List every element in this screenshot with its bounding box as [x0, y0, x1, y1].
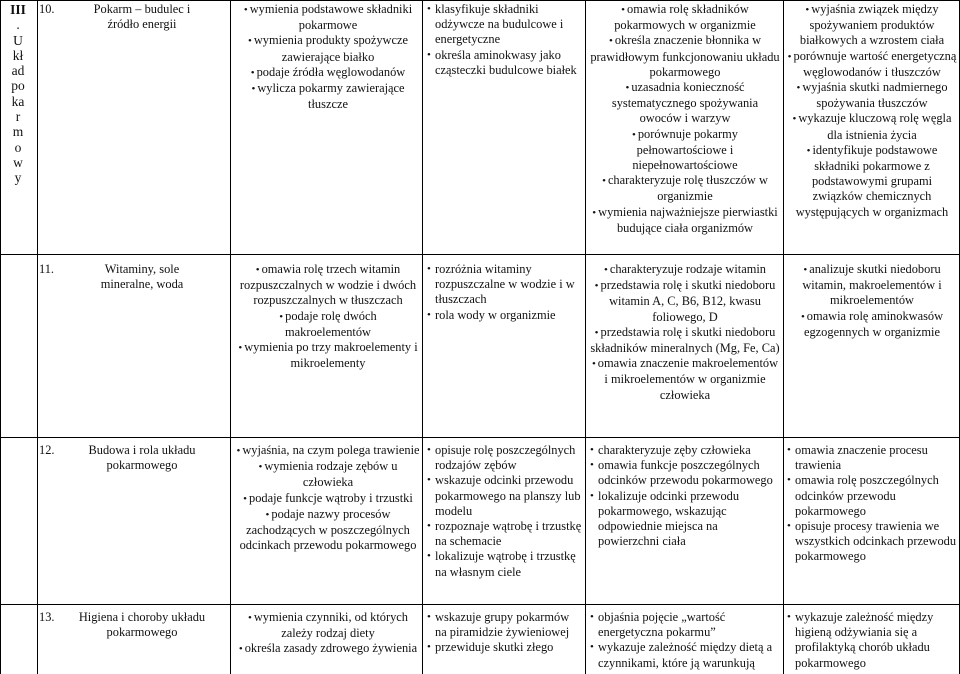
- list-item: • wykazuje zależność między dietą a czynnikami, które ją warunkują: [590, 640, 780, 670]
- section-char: po: [11, 78, 25, 94]
- section-char: U: [13, 32, 23, 48]
- list-item: • omawia znaczenie makroelementów i mikroelementów w organizmie człowieka: [590, 356, 780, 403]
- list-item: • identyfikuje podstawowe składniki pokarmowe z podstawowymi grupami związków chemicznych występujących w organizmach: [787, 143, 957, 220]
- row-topic: Budowa i rola układu pokarmowego: [88, 443, 196, 473]
- list-item: • określa znaczenie błonnika w prawidłowym funkcjonowaniu układu pokarmowego: [590, 33, 780, 80]
- section-char: r: [15, 109, 21, 125]
- list-item: • rozróżnia witaminy rozpuszczalne w wodzie i w tłuszczach: [427, 262, 582, 308]
- row-number: 11.: [39, 262, 55, 276]
- row-topic: Pokarm – budulec i źródło energii: [93, 2, 191, 32]
- list-item: • opisuje procesy trawienia we wszystkich odcinkach przewodu pokarmowego: [787, 519, 957, 565]
- section-label: [3, 2, 33, 186]
- section-char: kł: [12, 47, 24, 63]
- table-row: [38, 1, 230, 253]
- section-char: o: [14, 139, 22, 155]
- list-item: • podaje funkcje wątroby i trzustki: [236, 491, 420, 507]
- list-item: • wymienia najważniejsze pierwiastki budujące ciała organizmów: [590, 205, 780, 236]
- list-item: • wylicza pokarmy zawierające tłuszcze: [236, 81, 420, 112]
- list-item: • określa aminokwasy jako cząsteczki budulcowe białek: [427, 48, 582, 78]
- table-row: [38, 606, 230, 674]
- section-char: III: [10, 2, 26, 17]
- requirements-cell: [590, 610, 780, 674]
- requirements-cell: [236, 443, 420, 553]
- section-char: m: [12, 124, 24, 140]
- list-item: • omawia rolę poszczególnych odcinków przewodu pokarmowego: [787, 473, 957, 519]
- requirements-cell: [787, 2, 957, 220]
- requirements-cell: [787, 610, 957, 674]
- list-item: • wymienia rodzaje zębów u człowieka: [236, 459, 420, 490]
- list-item: • wymienia po trzy makroelementy i mikroelementy: [236, 340, 420, 371]
- table-row: [38, 256, 230, 436]
- requirements-cell: [236, 262, 420, 371]
- list-item: • uzasadnia konieczność systematycznego spożywania owoców i warzyw: [590, 80, 780, 127]
- list-item: • charakteryzuje rodzaje witamin: [590, 262, 780, 278]
- grid-line: [0, 604, 960, 605]
- list-item: • opisuje rolę poszczególnych rodzajów zębów: [427, 443, 582, 473]
- list-item: • lokalizuje wątrobę i trzustkę na własnym ciele: [427, 549, 582, 579]
- section-char: y: [14, 170, 22, 186]
- list-item: • omawia funkcje poszczególnych odcinków przewodu pokarmowego: [590, 458, 780, 488]
- list-item: • klasyfikuje składniki odżywcze na budulcowe i energetyczne: [427, 2, 582, 48]
- requirements-cell: [236, 610, 420, 674]
- table-row: [38, 439, 230, 603]
- requirements-cell: [590, 2, 780, 236]
- list-item: • charakteryzuje zęby człowieka: [590, 443, 780, 458]
- requirements-cell: [787, 443, 957, 565]
- list-item: • lokalizuje odcinki przewodu pokarmowego, wskazując odpowiednie miejsca na powierzchni ciała: [590, 489, 780, 550]
- list-item: • omawia rolę trzech witamin rozpuszczalnych w wodzie i dwóch rozpuszczalnych w tłuszczach: [236, 262, 420, 309]
- list-item: • podaje rolę dwóch makroelementów: [236, 309, 420, 340]
- row-topic: Higiena i choroby układu pokarmowego: [78, 610, 206, 640]
- list-item: • charakteryzuje rolę tłuszczów w organizmie: [590, 173, 780, 204]
- grid-line: [422, 0, 423, 674]
- grid-line: [783, 0, 784, 674]
- requirements-cell: [236, 2, 420, 112]
- list-item: • omawia rolę składników pokarmowych w organizmie: [590, 2, 780, 33]
- list-item: • wyjaśnia skutki nadmiernego spożywania tłuszczów: [787, 80, 957, 111]
- grid-line: [585, 0, 586, 674]
- row-number: 10.: [39, 2, 55, 16]
- list-item: • określa zasady zdrowego żywienia: [236, 641, 420, 657]
- row-number: 13.: [39, 610, 55, 624]
- list-item: • porównuje pokarmy pełnowartościowe i niepełnowartościowe: [590, 127, 780, 174]
- list-item: • omawia rolę aminokwasów egzogennych w organizmie: [787, 309, 957, 340]
- list-item: • wskazuje grupy pokarmów na piramidzie żywieniowej: [427, 610, 582, 640]
- grid-line: [0, 254, 960, 255]
- requirements-cell: [427, 443, 582, 580]
- list-item: • wykazuje kluczową rolę węgla dla istnienia życia: [787, 111, 957, 142]
- list-item: • wyjaśnia, na czym polega trawienie: [236, 443, 420, 459]
- list-item: • wykazuje zależność między higieną odżywiania się a profilaktyką chorób układu pokarmowego: [787, 610, 957, 671]
- list-item: • wymienia podstawowe składniki pokarmowe: [236, 2, 420, 33]
- list-item: • przedstawia rolę i skutki niedoboru witamin A, C, B6, B12, kwasu foliowego, D: [590, 278, 780, 325]
- list-item: • rola wody w organizmie: [427, 308, 582, 323]
- grid-line: [230, 0, 231, 674]
- list-item: • objaśnia pojęcie „wartość energetyczna pokarmu”: [590, 610, 780, 640]
- grid-line: [0, 0, 1, 674]
- row-topic: Witaminy, sole mineralne, woda: [100, 262, 184, 292]
- section-char: ka: [11, 93, 25, 109]
- list-item: • wyjaśnia związek między spożywaniem produktów białkowych a wzrostem ciała: [787, 2, 957, 49]
- requirements-cell: [590, 443, 780, 549]
- list-item: • wymienia produkty spożywcze zawierające białko: [236, 33, 420, 64]
- list-item: • przedstawia rolę i skutki niedoboru składników mineralnych (Mg, Fe, Ca): [590, 325, 780, 356]
- list-item: • przewiduje skutki złego: [427, 640, 582, 655]
- list-item: • wskazuje odcinki przewodu pokarmowego na planszy lub modelu: [427, 473, 582, 519]
- requirements-cell: [590, 262, 780, 403]
- list-item: • porównuje wartość energetyczną węglowodanów i tłuszczów: [787, 49, 957, 80]
- list-item: • rozpoznaje wątrobę i trzustkę na schemacie: [427, 519, 582, 549]
- requirements-cell: [427, 262, 582, 323]
- requirements-cell: [427, 2, 582, 78]
- row-number: 12.: [39, 443, 55, 457]
- list-item: • omawia znaczenie procesu trawienia: [787, 443, 957, 473]
- requirements-cell: [427, 610, 582, 674]
- list-item: • wymienia czynniki, od których zależy rodzaj diety: [236, 610, 420, 641]
- list-item: • analizuje skutki niedoboru witamin, makroelementów i mikroelementów: [787, 262, 957, 309]
- grid-line: [0, 437, 960, 438]
- list-item: • podaje źródła węglowodanów: [236, 65, 420, 81]
- section-char: .: [16, 17, 20, 33]
- section-char: w: [13, 154, 23, 170]
- list-item: • podaje nazwy procesów zachodzących w poszczególnych odcinkach przewodu pokarmowego: [236, 507, 420, 554]
- requirements-cell: [787, 262, 957, 340]
- section-char: ad: [11, 63, 25, 79]
